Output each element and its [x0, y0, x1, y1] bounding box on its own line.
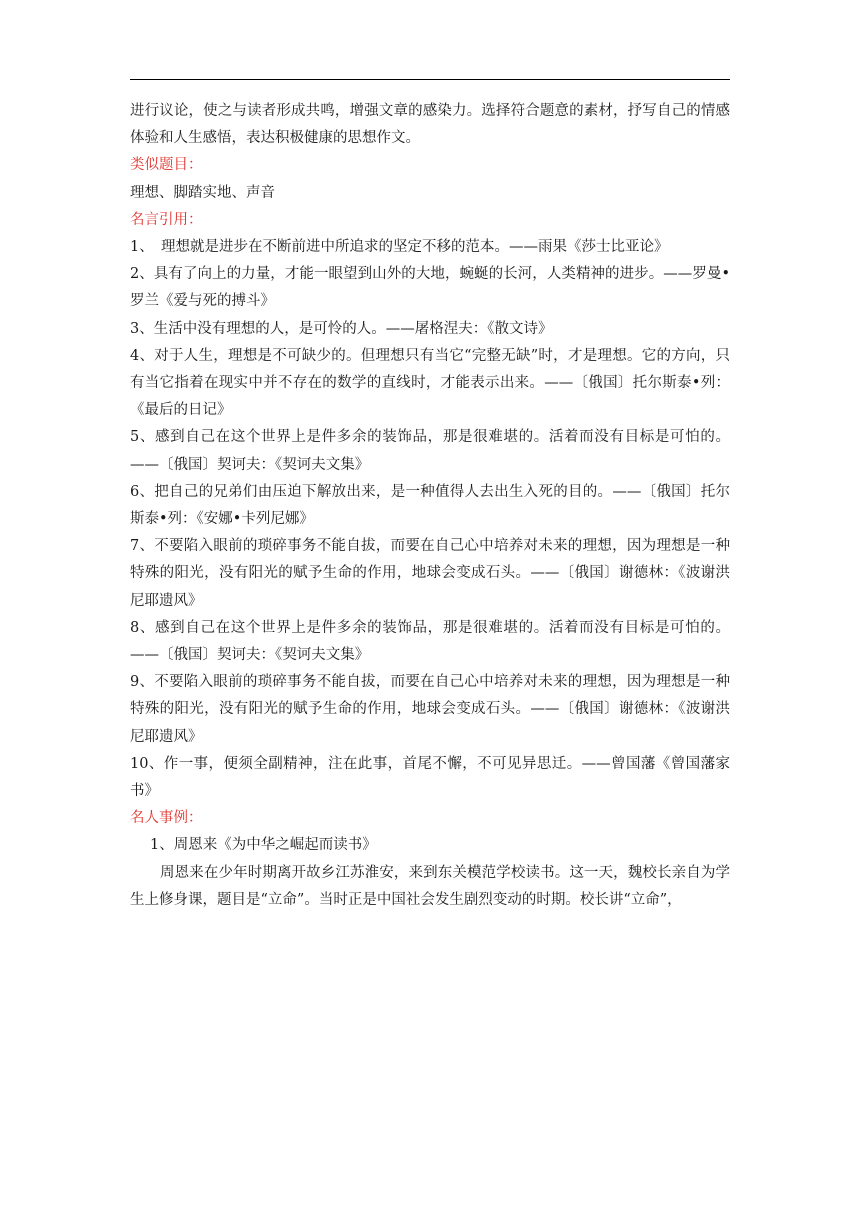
quote-item: 1、 理想就是进步在不断前进中所追求的坚定不移的范本。——雨果《莎士比亚论》	[130, 239, 669, 256]
quote-item: 7、不要陷入眼前的琐碎事务不能自拔，而要在自己心中培养对未来的理想，因为理想是一种特殊的阳光，没有阳光的赋予生命的作用，地球会变成石头。——〔俄国〕谢德林：《波谢洪尼耶遗风》	[130, 538, 730, 609]
intro-paragraph: 进行议论，使之与读者形成共鸣，增强文章的感染力。选择符合题意的素材，抒写自己的情感体验和人生感悟，表达积极健康的思想作文。	[130, 103, 730, 147]
document-body	[130, 98, 730, 914]
quote-item: 8、感到自己在这个世界上是件多余的装饰品，那是很难堪的。活着而没有目标是可怕的。——〔俄国〕契诃夫：《契诃夫文集》	[130, 619, 730, 664]
quotes-heading: 名言引用：	[130, 211, 203, 228]
similar-topics-heading: 类似题目：	[130, 157, 203, 174]
quote-item: 4、对于人生，理想是不可缺少的。但理想只有当它“完整无缺”时，才是理想。它的方向，只有当它指着在现实中并不存在的数学的直线时，才能表示出来。——〔俄国〕托尔斯泰•列：《最后的日记》	[130, 347, 730, 419]
header-rule	[130, 79, 730, 80]
similar-topics-text: 理想、脚踏实地、声音	[130, 184, 275, 201]
example-paragraph: 周恩来在少年时期离开故乡江苏淮安，来到东关模范学校读书。这一天，魏校长亲自为学生上修身课，题目是“立命”。当时正是中国社会发生剧烈变动的时期。校长讲“立命”，	[130, 864, 730, 908]
quote-item: 6、把自己的兄弟们由压迫下解放出来，是一种值得人去出生入死的目的。——〔俄国〕托尔斯泰•列：《安娜•卡列尼娜》	[130, 483, 730, 528]
quote-item: 9、不要陷入眼前的琐碎事务不能自拔，而要在自己心中培养对未来的理想，因为理想是一种特殊的阳光，没有阳光的赋予生命的作用，地球会变成石头。——〔俄国〕谢德林：《波谢洪尼耶遗风》	[130, 674, 730, 745]
quote-item: 5、感到自己在这个世界上是件多余的装饰品，那是很难堪的。活着而没有目标是可怕的。——〔俄国〕契诃夫：《契诃夫文集》	[130, 429, 730, 473]
example-title: 1、周恩来《为中华之崛起而读书》	[150, 837, 377, 854]
quote-item: 3、生活中没有理想的人，是可怜的人。——屠格涅夫：《散文诗》	[130, 320, 553, 337]
quote-item: 10、作一事，便须全副精神，注在此事，首尾不懈，不可见异思迁。——曾国藩《曾国藩家书》	[130, 755, 730, 800]
examples-heading: 名人事例：	[130, 810, 203, 827]
quote-item: 2、具有了向上的力量，才能一眼望到山外的大地，蜿蜒的长河，人类精神的进步。——罗曼•罗兰《爱与死的搏斗》	[130, 266, 730, 310]
